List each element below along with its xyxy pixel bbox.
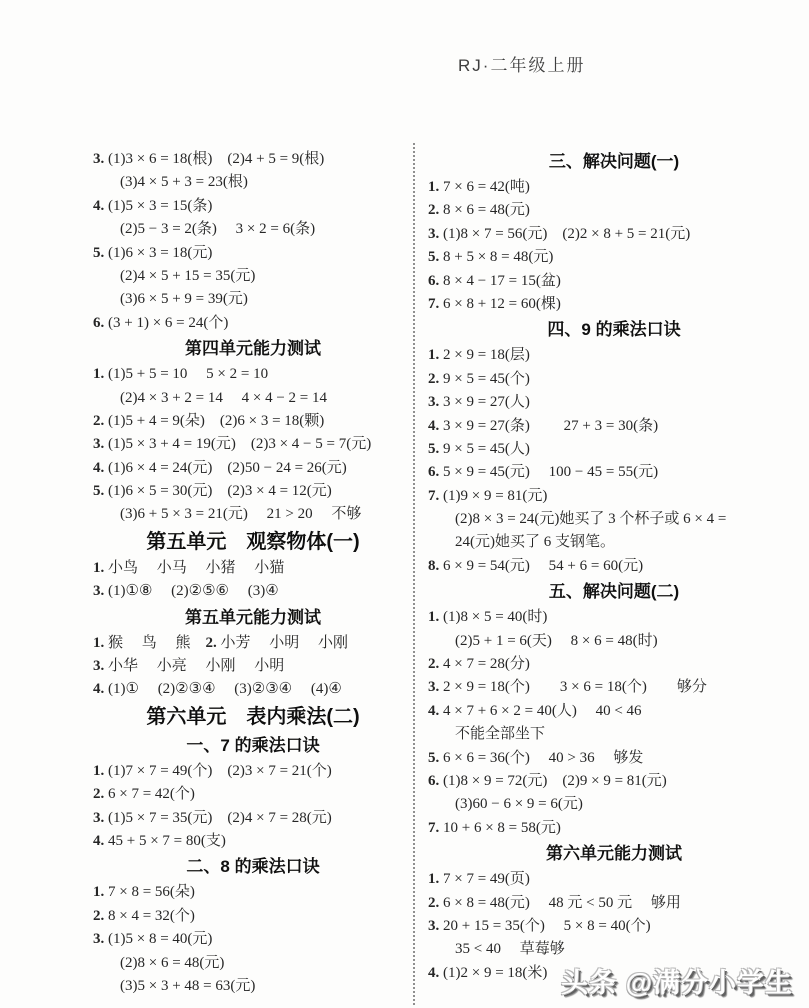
answer-line: 3. 小华 小亮 小刚 小明 [93, 658, 285, 675]
answer-line: 4. 3 × 9 = 27(条) 27 + 3 = 30(条) [428, 417, 659, 434]
answer-line: 6. (3 + 1) × 6 = 24(个) [93, 314, 229, 331]
section-heading: 四、9 的乘法口诀 [547, 320, 681, 340]
answer-line: 5. 8 + 5 × 8 = 48(元) [428, 249, 554, 266]
answer-line: 3. 3 × 9 = 27(人) [428, 394, 530, 411]
section-heading: 五、解决问题(二) [548, 582, 680, 602]
answer-line: 1. (1)8 × 5 = 40(时) [428, 609, 548, 626]
answer-line: 3. 2 × 9 = 18(个) 3 × 6 = 18(个) 够分 [428, 679, 707, 696]
answer-line: (2)5 + 1 = 6(天) 8 × 6 = 48(时) [455, 632, 658, 649]
section-heading: 三、解决问题(一) [548, 152, 680, 171]
answers-left-column [93, 148, 413, 998]
answer-line: (3)4 × 5 + 3 = 23(根) [120, 174, 248, 191]
answer-line: 1. 7 × 7 = 49(页) [428, 871, 530, 888]
answer-line: 1. 2 × 9 = 18(层) [428, 347, 530, 364]
answer-line: 5. 9 × 5 = 45(人) [428, 440, 530, 457]
section-heading: 第六单元能力测试 [546, 844, 682, 864]
answer-line: (3)5 × 3 + 48 = 63(元) [120, 977, 256, 994]
answer-line: 7. 10 + 6 × 8 = 58(元) [428, 819, 561, 836]
section-heading: 第四单元能力测试 [185, 339, 321, 359]
answer-line: 4. 45 + 5 × 7 = 80(支) [93, 832, 226, 849]
answer-line: 2. 6 × 7 = 42(个) [93, 786, 195, 803]
answer-line: 2. 8 × 4 = 32(个) [93, 907, 195, 924]
answer-line: 4. (1)5 × 3 = 15(条) [93, 197, 213, 214]
section-heading: 第六单元 表内乘法(二) [146, 705, 360, 728]
answer-line: 3. (1)8 × 7 = 56(元) (2)2 × 8 + 5 = 21(元) [428, 225, 691, 242]
answer-line: 5. 6 × 6 = 36(个) 40 > 36 够发 [428, 749, 644, 766]
answer-line: 3. (1)5 × 3 + 4 = 19(元) (2)3 × 4 − 5 = 7(元) [93, 436, 372, 453]
answer-line: 6. (1)8 × 9 = 72(元) (2)9 × 9 = 81(元) [428, 772, 667, 789]
answer-line: 35 < 40 草莓够 [455, 941, 565, 958]
answer-line: 4. 4 × 7 + 6 × 2 = 40(人) 40 < 46 [428, 702, 642, 719]
answer-line: 2. 9 × 5 = 45(个) [428, 370, 530, 387]
answer-line: (3)6 × 5 + 9 = 39(元) [120, 291, 248, 308]
toutiao-watermark: 头条 @满分小学生 [561, 968, 793, 998]
answer-line: 7. (1)9 × 9 = 81(元) [428, 487, 548, 504]
answer-line: 4. (1)① (2)②③④ (3)②③④ (4)④ [93, 681, 342, 698]
answer-line: (3)6 + 5 × 3 = 21(元) 21 > 20 不够 [120, 506, 362, 523]
answer-line: 1. (1)5 + 5 = 10 5 × 2 = 10 [93, 366, 269, 383]
section-heading: 二、8 的乘法口诀 [186, 857, 320, 877]
answer-line: 24(元)她买了 6 支钢笔。 [455, 534, 615, 551]
answer-line: 3. (1)5 × 8 = 40(元) [93, 931, 213, 948]
answer-line: 2. (1)5 + 4 = 9(朵) (2)6 × 3 = 18(颗) [93, 412, 325, 429]
answer-line: (2)4 × 3 + 2 = 14 4 × 4 − 2 = 14 [120, 389, 327, 406]
answer-line: (2)8 × 6 = 48(元) [120, 954, 225, 971]
answer-line: 1. 猴 鸟 熊 2. 小芳 小明 小刚 [93, 634, 349, 651]
answer-line: 3. 20 + 15 = 35(个) 5 × 8 = 40(个) [428, 917, 651, 934]
answer-line: (2)4 × 5 + 15 = 35(元) [120, 267, 256, 284]
answers-right-column [428, 148, 800, 985]
section-heading: 第五单元能力测试 [185, 607, 321, 627]
answer-line: 不能全部坐下 [455, 726, 546, 743]
answer-line: 1. 小鸟 小马 小猪 小猫 [93, 559, 285, 576]
answer-line: 6. 5 × 9 = 45(元) 100 − 45 = 55(元) [428, 464, 659, 481]
book-edition-label: RJ·二年级上册 [458, 56, 586, 75]
column-divider-dotted-line [413, 143, 415, 1005]
answer-line: 2. 6 × 8 = 48(元) 48 元 < 50 元 够用 [428, 894, 681, 911]
answer-line: 7. 6 × 8 + 12 = 60(棵) [428, 295, 561, 312]
answer-line: (2)5 − 3 = 2(条) 3 × 2 = 6(条) [120, 221, 316, 238]
answer-line: 1. (1)7 × 7 = 49(个) (2)3 × 7 = 21(个) [93, 762, 332, 779]
answer-line: 4. (1)2 × 9 = 18(米) [428, 964, 548, 981]
answer-line: 8. 6 × 9 = 54(元) 54 + 6 = 60(元) [428, 557, 644, 574]
answer-line: (3)60 − 6 × 9 = 6(元) [455, 796, 583, 813]
section-heading: 一、7 的乘法口诀 [186, 735, 320, 755]
answer-line: 1. 7 × 8 = 56(朵) [93, 884, 195, 901]
answer-line: (2)8 × 3 = 24(元)她买了 3 个杯子或 6 × 4 = [455, 511, 727, 528]
answer-line: 6. 8 × 4 − 17 = 15(盆) [428, 272, 561, 289]
answer-line: 3. (1)①⑧ (2)②⑤⑥ (3)④ [93, 583, 279, 600]
answer-line: 2. 4 × 7 = 28(分) [428, 656, 530, 673]
answer-line: 2. 8 × 6 = 48(元) [428, 202, 530, 219]
answer-line: 5. (1)6 × 3 = 18(元) [93, 244, 213, 261]
answer-line: 3. (1)3 × 6 = 18(根) (2)4 + 5 = 9(根) [93, 151, 325, 167]
answer-line: 5. (1)6 × 5 = 30(元) (2)3 × 4 = 12(元) [93, 483, 332, 500]
answer-line: 1. 7 × 6 = 42(吨) [428, 179, 530, 195]
answer-line: 3. (1)5 × 7 = 35(元) (2)4 × 7 = 28(元) [93, 809, 332, 826]
section-heading: 第五单元 观察物体(一) [146, 530, 360, 553]
answer-line: 4. (1)6 × 4 = 24(元) (2)50 − 24 = 26(元) [93, 459, 347, 476]
